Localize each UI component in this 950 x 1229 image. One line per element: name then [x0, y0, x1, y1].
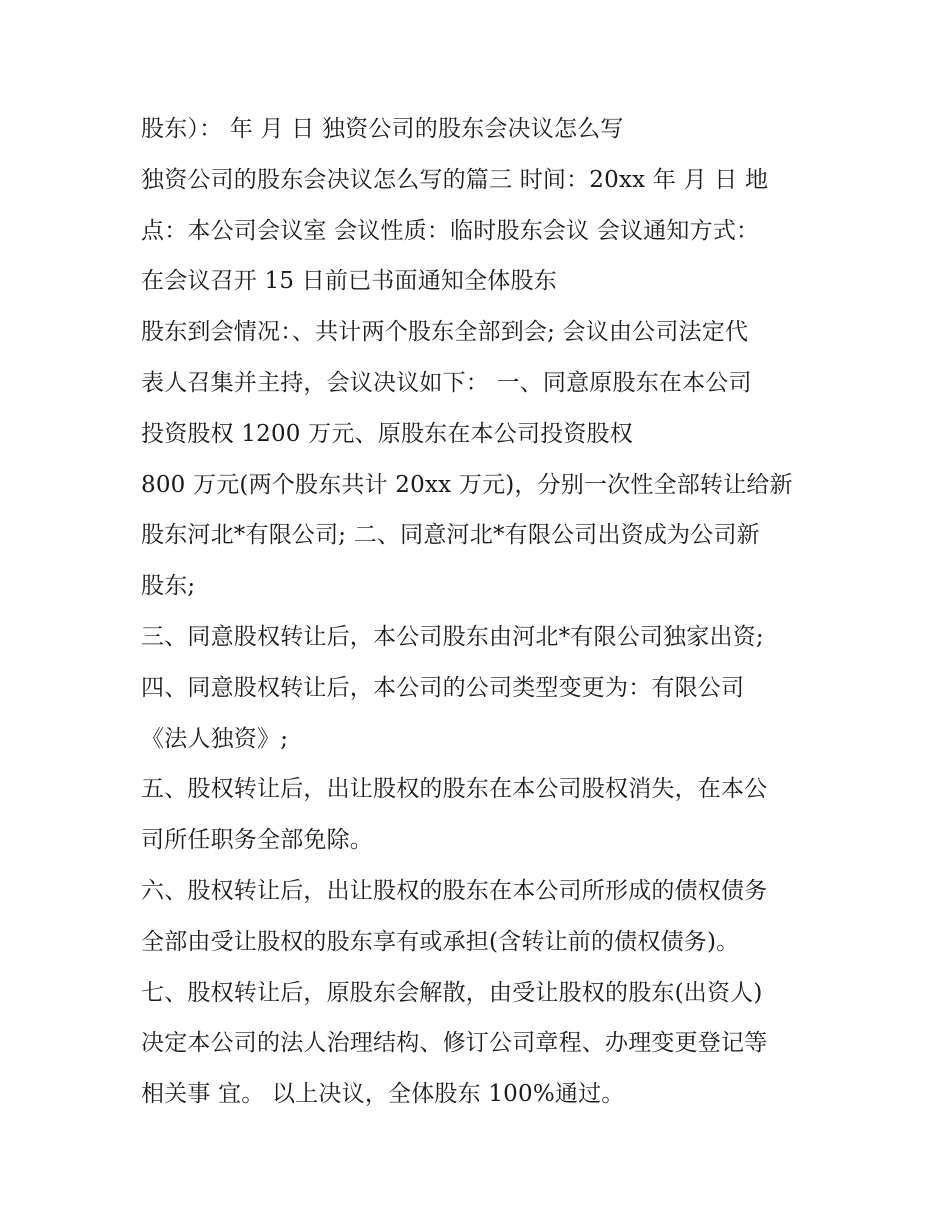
text-line: 点：本公司会议室 会议性质：临时股东会议 会议通知方式：: [141, 217, 760, 244]
text-line: 《法人独资》;: [141, 725, 289, 752]
text-line: 七、股权转让后，原股东会解散，由受让股权的股东(出资人): [141, 979, 763, 1006]
text-line: 股东）： 年 月 日 独资公司的股东会决议怎么写: [141, 116, 624, 142]
text-line: 相关事 宜。 以上决议，全体股东 100%通过。: [141, 1081, 625, 1108]
text-line: 在会议召开 15 日前已书面通知全体股东: [141, 268, 557, 295]
text-line: 800 万元(两个股东共计 20xx 万元)，分别一次性全部转让给新: [141, 471, 793, 498]
text-line: 决定本公司的法人治理结构、修订公司章程、办理变更登记等: [141, 1030, 768, 1057]
text-line: 股东到会情况：、共计两个股东全部到会; 会议由公司法定代: [141, 319, 749, 346]
text-line: 股东河北*有限公司; 二、同意河北*有限公司出资成为公司新: [141, 522, 760, 549]
text-line: 股东;: [141, 573, 196, 600]
text-line: 独资公司的股东会决议怎么写的篇三 时间：20xx 年 月 日 地: [141, 166, 769, 193]
document-body: [141, 104, 841, 1120]
text-line: 表人召集并主持，会议决议如下： 一、同意原股东在本公司: [141, 369, 752, 396]
text-line: 全部由受让股权的股东享有或承担(含转让前的债权债务)。: [141, 928, 740, 955]
text-line: 六、股权转让后，出让股权的股东在本公司所形成的债权债务: [141, 877, 768, 904]
text-line: 司所任职务全部免除。: [141, 827, 373, 854]
text-line: 五、股权转让后，出让股权的股东在本公司股权消失，在本公: [141, 776, 768, 803]
text-line: 四、同意股权转让后，本公司的公司类型变更为：有限公司: [141, 674, 745, 701]
text-line: 三、同意股权转让后，本公司股东由河北*有限公司独家出资;: [141, 623, 764, 650]
text-line: 投资股权 1200 万元、原股东在本公司投资股权: [141, 420, 633, 447]
